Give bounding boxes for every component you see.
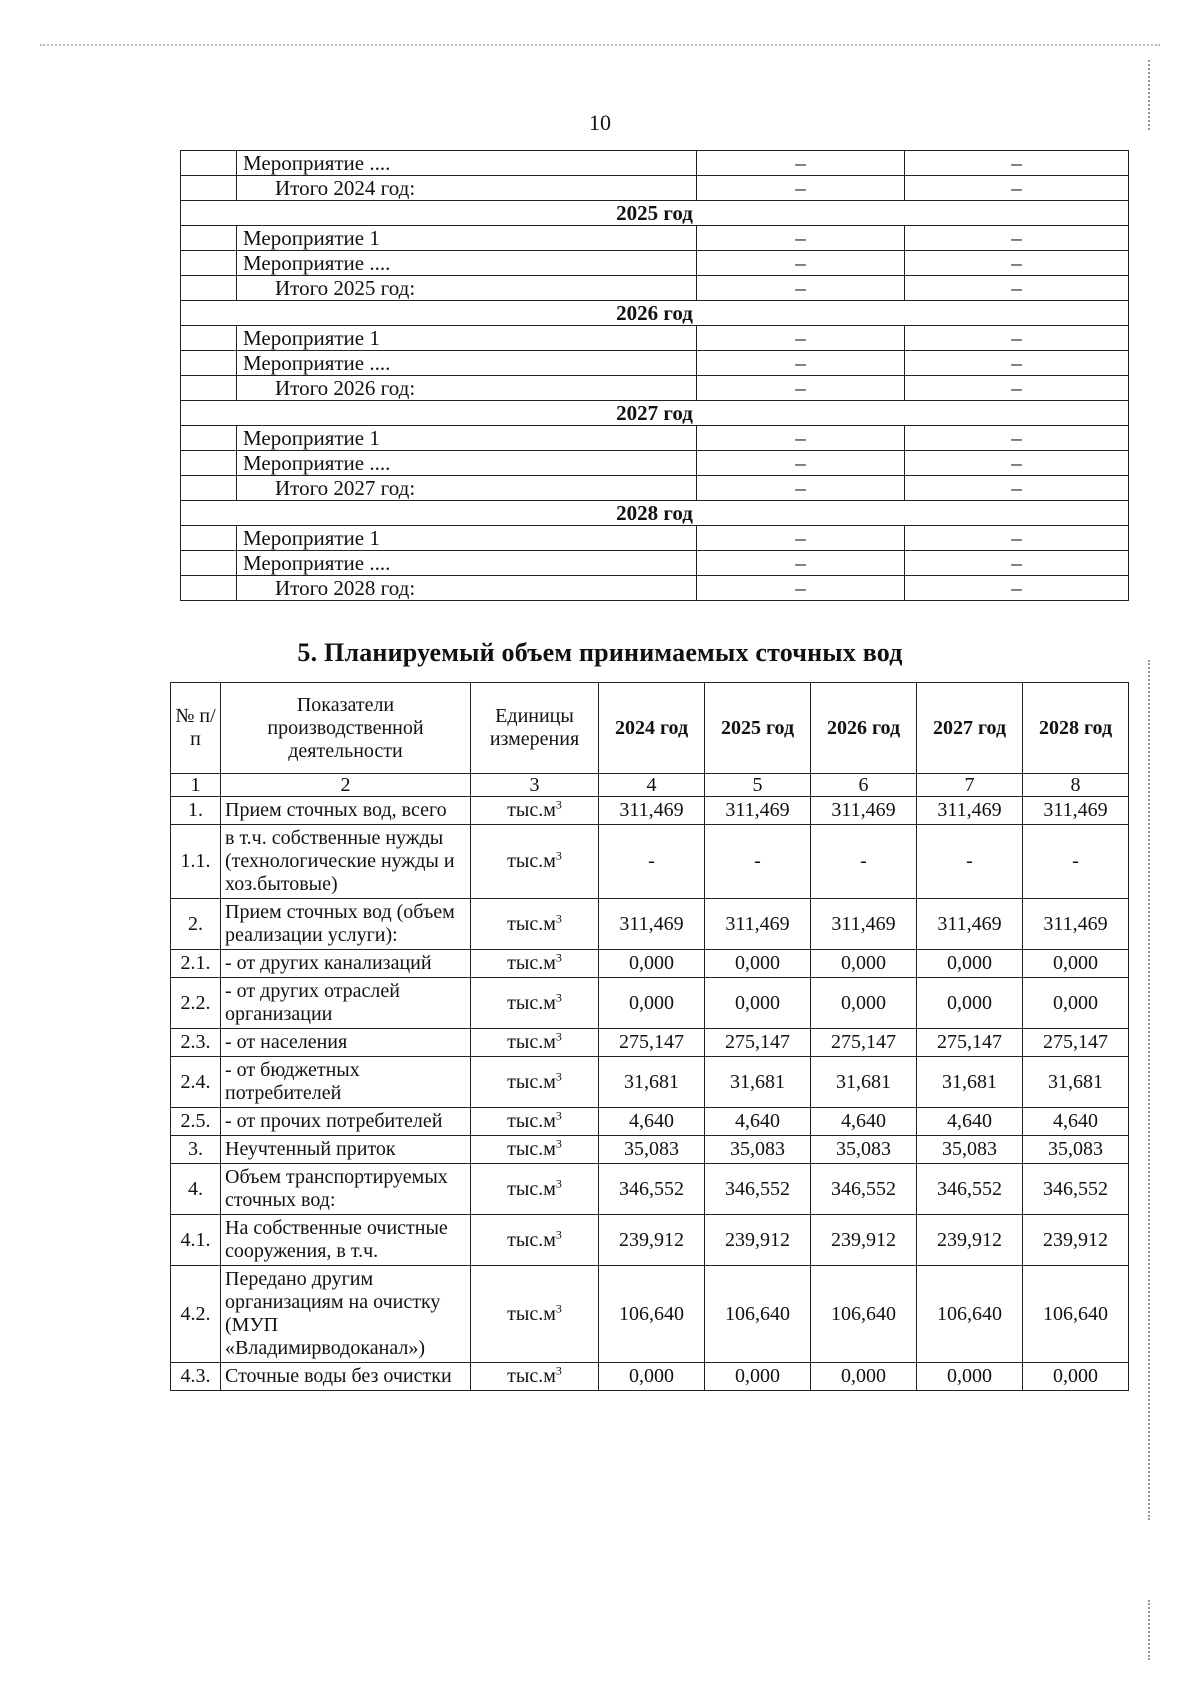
section-title: 5. Планируемый объем принимаемых сточных вод	[297, 638, 903, 667]
value-cell: 35,083	[705, 1136, 811, 1164]
table-row	[171, 899, 1129, 950]
value-cell: –	[697, 151, 905, 176]
value-cell: -	[599, 825, 705, 899]
table-row	[171, 1136, 1129, 1164]
total-row	[181, 576, 1129, 601]
table-row	[171, 797, 1129, 825]
unit-cell	[471, 1164, 599, 1215]
value-cell: 106,640	[705, 1266, 811, 1363]
header-year: 2024 год	[599, 683, 705, 774]
value-cell: 106,640	[1023, 1266, 1129, 1363]
value-cell: 239,912	[811, 1215, 917, 1266]
unit-exponent: 3	[555, 797, 562, 812]
value-cell: –	[697, 451, 905, 476]
total-label: Итого 2027 год:	[237, 476, 697, 501]
value-cell: 0,000	[599, 1363, 705, 1391]
year-label: 2026 год	[181, 301, 1129, 326]
event-label: Мероприятие 1	[237, 526, 697, 551]
value-cell: –	[697, 176, 905, 201]
value-cell: –	[697, 276, 905, 301]
value-cell: 31,681	[1023, 1057, 1129, 1108]
value-cell: 346,552	[917, 1164, 1023, 1215]
value-cell: 311,469	[599, 899, 705, 950]
event-row	[181, 251, 1129, 276]
table-row	[171, 1363, 1129, 1391]
value-cell: 311,469	[705, 899, 811, 950]
event-label: Мероприятие ....	[237, 551, 697, 576]
value-cell: 275,147	[1023, 1029, 1129, 1057]
unit-cell	[471, 1136, 599, 1164]
value-cell: –	[905, 451, 1129, 476]
header-num: № п/п	[171, 683, 221, 774]
total-row	[181, 276, 1129, 301]
unit-text: тыс.м	[507, 799, 556, 821]
value-cell: 239,912	[705, 1215, 811, 1266]
event-label: Мероприятие 1	[237, 226, 697, 251]
row-number: 4.1.	[171, 1215, 221, 1266]
value-cell: –	[697, 426, 905, 451]
total-row	[181, 176, 1129, 201]
value-cell: 0,000	[705, 1363, 811, 1391]
column-number: 2	[221, 774, 471, 797]
year-label: 2028 год	[181, 501, 1129, 526]
value-cell: 106,640	[811, 1266, 917, 1363]
unit-exponent: 3	[555, 1136, 562, 1151]
table-row	[171, 950, 1129, 978]
row-number: 4.3.	[171, 1363, 221, 1391]
row-number: 4.2.	[171, 1266, 221, 1363]
value-cell: 239,912	[917, 1215, 1023, 1266]
value-cell: 0,000	[811, 978, 917, 1029]
row-number-cell	[181, 526, 237, 551]
unit-cell	[471, 978, 599, 1029]
event-label: Мероприятие ....	[237, 451, 697, 476]
header-indicator: Показатели производственной деятельности	[221, 683, 471, 774]
unit-cell	[471, 1108, 599, 1136]
unit-text: тыс.м	[507, 1365, 556, 1387]
value-cell: –	[697, 351, 905, 376]
column-number: 3	[471, 774, 599, 797]
unit-cell	[471, 950, 599, 978]
total-row	[181, 376, 1129, 401]
row-number-cell	[181, 276, 237, 301]
column-number-row	[171, 774, 1129, 797]
value-cell: –	[905, 476, 1129, 501]
value-cell: –	[905, 326, 1129, 351]
value-cell: –	[697, 251, 905, 276]
unit-cell	[471, 1266, 599, 1363]
value-cell: –	[697, 576, 905, 601]
event-label: Мероприятие ....	[237, 151, 697, 176]
unit-cell	[471, 1363, 599, 1391]
value-cell: 311,469	[811, 899, 917, 950]
table-row	[171, 825, 1129, 899]
value-cell: 0,000	[1023, 978, 1129, 1029]
event-row	[181, 551, 1129, 576]
unit-text: тыс.м	[507, 1070, 556, 1093]
value-cell: 346,552	[705, 1164, 811, 1215]
unit-exponent: 3	[555, 1108, 562, 1123]
indicator-name: - от других отраслей организации	[221, 978, 471, 1029]
value-cell: 106,640	[599, 1266, 705, 1363]
unit-text: тыс.м	[507, 991, 556, 1014]
table-row	[171, 1057, 1129, 1108]
row-number: 4.	[171, 1164, 221, 1215]
unit-cell	[471, 825, 599, 899]
row-number: 2.1.	[171, 950, 221, 978]
value-cell: 4,640	[705, 1108, 811, 1136]
year-row	[181, 401, 1129, 426]
value-cell: 311,469	[1023, 797, 1129, 825]
column-number: 4	[599, 774, 705, 797]
unit-cell	[471, 1057, 599, 1108]
unit-exponent: 3	[555, 1175, 562, 1190]
row-number-cell	[181, 426, 237, 451]
unit-exponent: 3	[555, 1029, 562, 1044]
value-cell: –	[697, 551, 905, 576]
value-cell: 346,552	[599, 1164, 705, 1215]
table-row	[171, 978, 1129, 1029]
event-row	[181, 351, 1129, 376]
unit-text: тыс.м	[507, 952, 556, 974]
event-label: Мероприятие ....	[237, 251, 697, 276]
indicator-name: Прием сточных вод (объем реализации услуги):	[221, 899, 471, 950]
value-cell: 0,000	[917, 950, 1023, 978]
table-row	[171, 1266, 1129, 1363]
header-year: 2026 год	[811, 683, 917, 774]
header-year: 2025 год	[705, 683, 811, 774]
column-number: 1	[171, 774, 221, 797]
row-number: 2.2.	[171, 978, 221, 1029]
unit-cell	[471, 899, 599, 950]
value-cell: 0,000	[1023, 1363, 1129, 1391]
value-cell: 239,912	[599, 1215, 705, 1266]
table-row	[171, 1029, 1129, 1057]
unit-text: тыс.м	[507, 912, 556, 935]
value-cell: 31,681	[917, 1057, 1023, 1108]
value-cell: 0,000	[917, 978, 1023, 1029]
value-cell: -	[811, 825, 917, 899]
value-cell: –	[905, 526, 1129, 551]
row-number: 2.5.	[171, 1108, 221, 1136]
value-cell: –	[905, 276, 1129, 301]
event-row	[181, 226, 1129, 251]
value-cell: 311,469	[705, 797, 811, 825]
value-cell: 311,469	[811, 797, 917, 825]
value-cell: –	[697, 476, 905, 501]
wastewater-volume-table	[170, 682, 1129, 1391]
value-cell: –	[905, 376, 1129, 401]
value-cell: 311,469	[599, 797, 705, 825]
row-number-cell	[181, 476, 237, 501]
unit-text: тыс.м	[507, 1228, 556, 1251]
value-cell: 0,000	[811, 950, 917, 978]
year-label: 2027 год	[181, 401, 1129, 426]
total-label: Итого 2026 год:	[237, 376, 697, 401]
row-number-cell	[181, 351, 237, 376]
indicator-name: - от прочих потребителей	[221, 1108, 471, 1136]
event-row	[181, 326, 1129, 351]
scan-artifact-line	[40, 44, 1160, 46]
row-number-cell	[181, 326, 237, 351]
unit-exponent: 3	[555, 950, 562, 965]
event-row	[181, 526, 1129, 551]
total-label: Итого 2024 год:	[237, 176, 697, 201]
column-number: 5	[705, 774, 811, 797]
row-number-cell	[181, 251, 237, 276]
value-cell: 4,640	[917, 1108, 1023, 1136]
unit-exponent: 3	[555, 1068, 562, 1083]
year-row	[181, 201, 1129, 226]
indicator-name: На собственные очистные сооружения, в т.ч.	[221, 1215, 471, 1266]
row-number: 3.	[171, 1136, 221, 1164]
value-cell: 311,469	[917, 899, 1023, 950]
value-cell: –	[905, 351, 1129, 376]
value-cell: 4,640	[811, 1108, 917, 1136]
row-number-cell	[181, 176, 237, 201]
value-cell: 346,552	[1023, 1164, 1129, 1215]
value-cell: 31,681	[599, 1057, 705, 1108]
year-label: 2025 год	[181, 201, 1129, 226]
value-cell: 0,000	[917, 1363, 1023, 1391]
unit-exponent: 3	[555, 1300, 562, 1315]
value-cell: –	[697, 526, 905, 551]
unit-text: тыс.м	[507, 1177, 556, 1200]
unit-cell	[471, 1215, 599, 1266]
total-label: Итого 2025 год:	[237, 276, 697, 301]
value-cell: 0,000	[705, 978, 811, 1029]
unit-cell	[471, 1029, 599, 1057]
value-cell: –	[697, 226, 905, 251]
value-cell: 275,147	[811, 1029, 917, 1057]
value-cell: –	[905, 426, 1129, 451]
row-number-cell	[181, 226, 237, 251]
scan-edge-mark	[1148, 1600, 1150, 1660]
unit-exponent: 3	[555, 1363, 562, 1378]
column-number: 6	[811, 774, 917, 797]
value-cell: –	[905, 151, 1129, 176]
value-cell: 275,147	[917, 1029, 1023, 1057]
event-row	[181, 451, 1129, 476]
value-cell: –	[905, 226, 1129, 251]
column-number: 7	[917, 774, 1023, 797]
indicator-name: Передано другим организациям на очистку (МУП «Владимирводоканал»)	[221, 1266, 471, 1363]
unit-text: тыс.м	[507, 1110, 556, 1132]
event-label: Мероприятие 1	[237, 426, 697, 451]
header-row	[171, 683, 1129, 774]
header-year: 2028 год	[1023, 683, 1129, 774]
value-cell: 0,000	[1023, 950, 1129, 978]
value-cell: -	[917, 825, 1023, 899]
unit-exponent: 3	[555, 989, 562, 1004]
unit-text: тыс.м	[507, 1138, 556, 1160]
total-row	[181, 476, 1129, 501]
event-label: Мероприятие 1	[237, 326, 697, 351]
value-cell: -	[1023, 825, 1129, 899]
value-cell: 239,912	[1023, 1215, 1129, 1266]
row-number: 2.4.	[171, 1057, 221, 1108]
indicator-name: - от других канализаций	[221, 950, 471, 978]
scan-edge-mark	[1148, 660, 1150, 1520]
indicator-name: Сточные воды без очистки	[221, 1363, 471, 1391]
indicator-name: - от бюджетных потребителей	[221, 1057, 471, 1108]
row-number: 2.3.	[171, 1029, 221, 1057]
row-number: 2.	[171, 899, 221, 950]
row-number-cell	[181, 551, 237, 576]
header-year: 2027 год	[917, 683, 1023, 774]
value-cell: 35,083	[1023, 1136, 1129, 1164]
unit-exponent: 3	[555, 1226, 562, 1241]
events-table	[180, 150, 1129, 601]
unit-text: тыс.м	[507, 850, 556, 872]
row-number: 1.1.	[171, 825, 221, 899]
value-cell: 0,000	[599, 950, 705, 978]
row-number-cell	[181, 451, 237, 476]
unit-text: тыс.м	[507, 1031, 556, 1053]
value-cell: –	[697, 376, 905, 401]
column-number: 8	[1023, 774, 1129, 797]
page-number: 10	[589, 110, 611, 135]
value-cell: –	[697, 326, 905, 351]
value-cell: –	[905, 551, 1129, 576]
value-cell: 31,681	[705, 1057, 811, 1108]
value-cell: 311,469	[1023, 899, 1129, 950]
value-cell: 275,147	[599, 1029, 705, 1057]
indicator-name: Объем транспортируемых сточных вод:	[221, 1164, 471, 1215]
header-unit: Единицы измерения	[471, 683, 599, 774]
value-cell: 0,000	[811, 1363, 917, 1391]
value-cell: 106,640	[917, 1266, 1023, 1363]
value-cell: –	[905, 576, 1129, 601]
row-number: 1.	[171, 797, 221, 825]
value-cell: 4,640	[599, 1108, 705, 1136]
value-cell: 35,083	[917, 1136, 1023, 1164]
event-row	[181, 151, 1129, 176]
year-row	[181, 301, 1129, 326]
row-number-cell	[181, 376, 237, 401]
unit-cell	[471, 797, 599, 825]
value-cell: 35,083	[599, 1136, 705, 1164]
indicator-name: в т.ч. собственные нужды (технологические нужды и хоз.бытовые)	[221, 825, 471, 899]
total-label: Итого 2028 год:	[237, 576, 697, 601]
value-cell: –	[905, 251, 1129, 276]
event-label: Мероприятие ....	[237, 351, 697, 376]
value-cell: –	[905, 176, 1129, 201]
value-cell: 35,083	[811, 1136, 917, 1164]
year-row	[181, 501, 1129, 526]
value-cell: 311,469	[917, 797, 1023, 825]
value-cell: 275,147	[705, 1029, 811, 1057]
value-cell: 31,681	[811, 1057, 917, 1108]
value-cell: 346,552	[811, 1164, 917, 1215]
value-cell: -	[705, 825, 811, 899]
event-row	[181, 426, 1129, 451]
unit-text: тыс.м	[507, 1302, 556, 1325]
unit-exponent: 3	[555, 910, 562, 925]
indicator-name: Прием сточных вод, всего	[221, 797, 471, 825]
unit-exponent: 3	[555, 848, 562, 863]
table-row	[171, 1215, 1129, 1266]
value-cell: 0,000	[705, 950, 811, 978]
row-number-cell	[181, 151, 237, 176]
indicator-name: - от населения	[221, 1029, 471, 1057]
value-cell: 4,640	[1023, 1108, 1129, 1136]
table-row	[171, 1164, 1129, 1215]
value-cell: 0,000	[599, 978, 705, 1029]
row-number-cell	[181, 576, 237, 601]
indicator-name: Неучтенный приток	[221, 1136, 471, 1164]
table-row	[171, 1108, 1129, 1136]
